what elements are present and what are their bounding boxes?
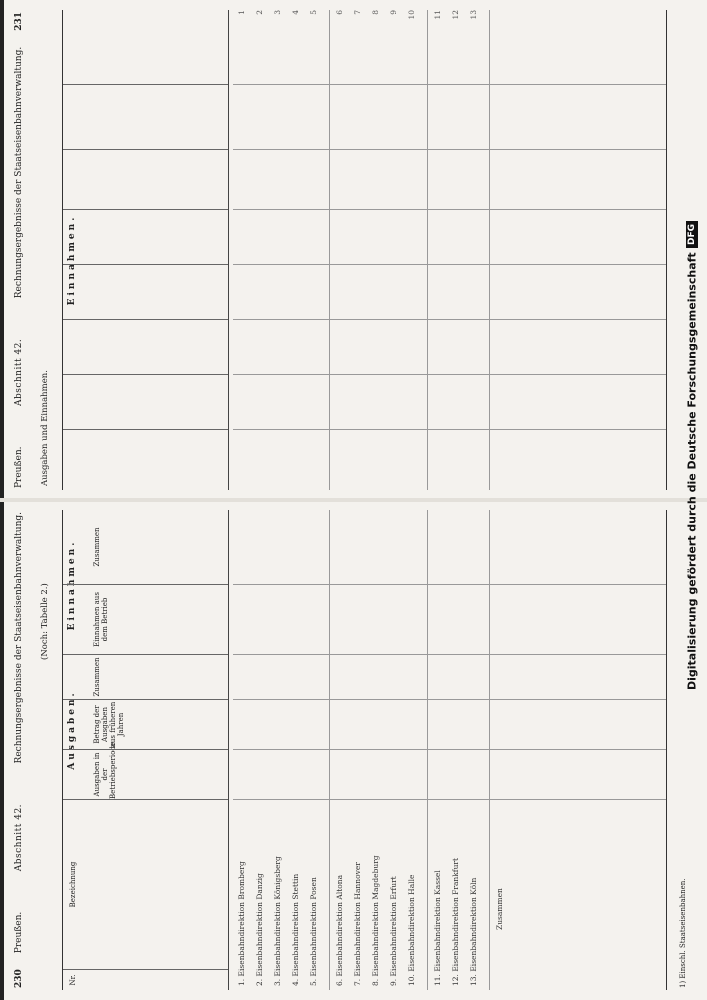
- right-subheader: Ausgaben und Einnahmen.: [40, 370, 50, 486]
- col-header-bezeichnung: Bezeichnung: [63, 800, 228, 970]
- right-table: [62, 10, 667, 490]
- left-subheader: (Noch: Tabelle 2.): [40, 583, 50, 660]
- table-row: 10: [407, 10, 416, 20]
- col-header: [63, 430, 228, 490]
- table-row: 9. Eisenbahndirektion Erfurt: [389, 876, 398, 986]
- table-row: 4. Eisenbahndirektion Stettin: [291, 873, 300, 986]
- left-table: [62, 510, 667, 990]
- col-header: [63, 210, 228, 265]
- dfg-logo: DFG: [686, 221, 698, 248]
- col-header-ausgaben-betrieb: Ausgaben in der Betriebsperiode: [63, 750, 228, 800]
- row-separator: [489, 10, 490, 490]
- row-separator: [427, 510, 428, 990]
- table-row: 2. Eisenbahndirektion Danzig: [255, 873, 264, 986]
- totals-row: Zusammen: [495, 888, 504, 930]
- right-header: [14, 12, 24, 488]
- col-header: [63, 30, 228, 85]
- left-header-center: Abschnitt 42.: [14, 803, 24, 872]
- table-row: 2: [255, 10, 264, 15]
- col-header-zusammen-1: Zusammen: [63, 655, 228, 700]
- right-page-number: 231: [14, 12, 24, 31]
- col-header: [63, 375, 228, 430]
- table-row: 8: [371, 10, 380, 15]
- dfg-watermark: [683, 10, 701, 690]
- group-header-ausgaben: Ausgaben.: [67, 690, 77, 770]
- left-header-left: Preußen.: [14, 911, 24, 954]
- table-row: 9: [389, 10, 398, 15]
- row-separator: [329, 10, 330, 490]
- table-row: 8. Eisenbahndirektion Magdeburg: [371, 855, 380, 986]
- col-header-ausgaben-frueher: Betrag der Ausgaben aus früheren Jahren: [63, 700, 228, 750]
- left-table-head: [63, 510, 229, 990]
- dfg-watermark-text: Digitalisierung gefördert durch die Deutsche Forschungsgemeinschaft: [685, 252, 699, 690]
- col-header: [63, 85, 228, 150]
- left-page-number: 230: [14, 969, 24, 988]
- table-row: 13. Eisenbahndirektion Köln: [469, 877, 478, 986]
- col-header-nr: Nr.: [69, 974, 77, 986]
- table-row: 4: [291, 10, 300, 15]
- table-row: 1: [237, 10, 246, 15]
- col-header: [63, 150, 228, 210]
- col-header: [63, 265, 228, 320]
- right-header-right: Rechnungsergebnisse der Staatseisenbahnverwaltung.: [14, 46, 24, 299]
- table-row: 10. Eisenbahndirektion Halle: [407, 874, 416, 986]
- table-row: 6: [335, 10, 344, 15]
- table-row: 5: [309, 10, 318, 15]
- row-separator: [329, 510, 330, 990]
- table-row: 3: [273, 10, 282, 15]
- left-page: [0, 500, 707, 1000]
- col-header: [63, 320, 228, 375]
- table-row: 1. Eisenbahndirektion Bromberg: [237, 861, 246, 986]
- row-separator: [489, 510, 490, 990]
- table-row: 13: [469, 10, 478, 20]
- right-header-left: Preußen.: [14, 446, 24, 488]
- table-row: 6. Eisenbahndirektion Altona: [335, 874, 344, 986]
- col-header-einnahmen-betrieb: Einnahmen aus dem Betrieb: [63, 585, 228, 655]
- table-row: 12. Eisenbahndirektion Frankfurt: [451, 857, 460, 986]
- col-header-zusammen-2: Zusammen: [63, 510, 228, 585]
- group-header-einnahmen: Einnahmen.: [67, 539, 77, 631]
- left-table-body: [233, 510, 666, 990]
- left-header: [14, 512, 24, 988]
- table-row: 3. Eisenbahndirektion Königsberg: [273, 856, 282, 986]
- table-row: 7: [353, 10, 362, 15]
- row-separator: [427, 10, 428, 490]
- right-header-center: Abschnitt 42.: [14, 338, 24, 407]
- table-row: 11: [433, 10, 442, 20]
- left-header-right: Rechnungsergebnisse der Staatseisenbahnverwaltung.: [14, 512, 24, 764]
- table-row: 5. Eisenbahndirektion Posen: [309, 877, 318, 986]
- right-table-body: [233, 10, 666, 490]
- table-row: 11. Eisenbahndirektion Kassel: [433, 870, 442, 986]
- left-footnote: 1) Einschl. Staatseisenbahnen.: [679, 878, 687, 988]
- group-header-einnahmen-right: Einnahmen.: [67, 214, 77, 306]
- table-row: 7. Eisenbahndirektion Hannover: [353, 862, 362, 986]
- table-row: 12: [451, 10, 460, 20]
- right-table-head: [63, 10, 229, 490]
